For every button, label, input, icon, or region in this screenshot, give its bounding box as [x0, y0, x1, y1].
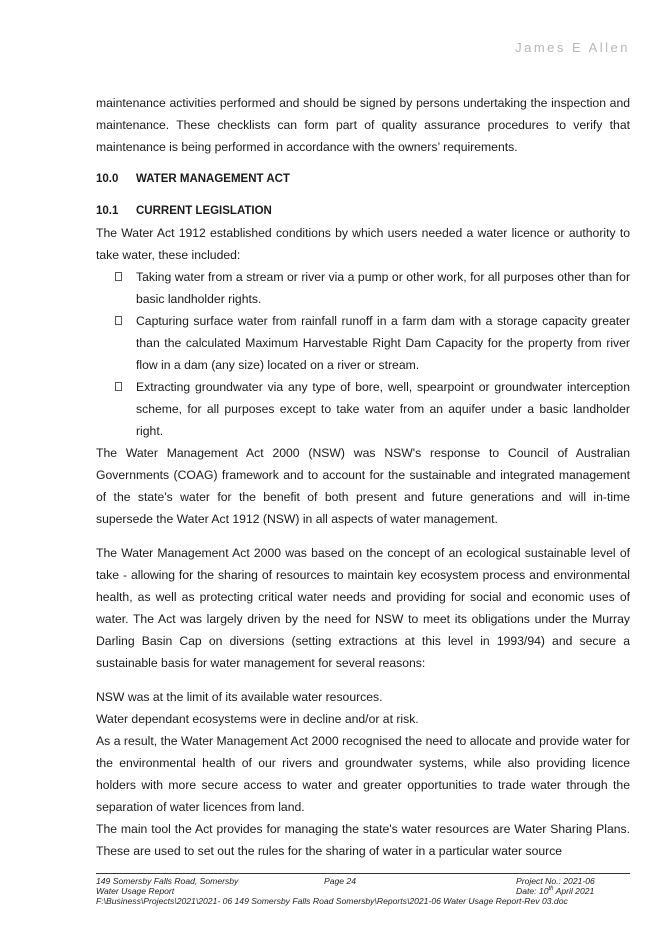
bullet-box-icon [115, 316, 122, 325]
list-item-text: Taking water from a stream or river via a pump or other work, for all purposes other than for basic landholder rights. [136, 270, 630, 306]
main-tool-paragraph: The main tool the Act provides for managing the state's water resources are Water Sharing Plans. These are used to set out the rules for the sharing of water in a particular water source [96, 822, 630, 858]
footer-address: 149 Somersby Falls Road, Somersby [96, 876, 239, 886]
water-act-1912-paragraph: The Water Act 1912 established conditions by which users needed a water licence or authority to take water, these included: [96, 226, 630, 262]
bullet-box-icon [115, 272, 122, 281]
list-item-text: Extracting groundwater via any type of bore, well, spearpoint or groundwater interception scheme, for all purposes except to take water from an aquifer under a basic landholder right. [136, 380, 630, 438]
company-logo: James E Allen [515, 40, 630, 55]
subsection-title: CURRENT LEGISLATION [136, 205, 272, 217]
subsection-number: 10.1 [96, 205, 119, 217]
result-paragraph: As a result, the Water Management Act 2000 recognised the need to allocate and provide water for the environmental health of our rivers and groundwater systems, while also providing licence holders with more secure access to water and greater opportunities to trade water through the separation of water licences from land. [96, 734, 630, 814]
section-heading [96, 168, 630, 190]
page-footer [96, 873, 630, 906]
subsection-heading [96, 200, 630, 222]
wma-2000-response-paragraph: The Water Management Act 2000 (NSW) was NSW's response to Council of Australian Governments (COAG) framework and to account for the sustainable and integrated management of the state's water for the benefit of both present and future generations and will in-time supersede the Water Act 1912 (NSW) in all aspects of water management. [96, 446, 630, 526]
footer-page-number: Page 24 [324, 876, 357, 886]
reason-1: NSW was at the limit of its available water resources. [96, 690, 383, 704]
section-title: WATER MANAGEMENT ACT [136, 173, 290, 185]
bullet-box-icon [115, 382, 122, 391]
section-number: 10.0 [96, 173, 119, 185]
bullet-list [96, 266, 630, 442]
footer-report-name: Water Usage Report [96, 886, 175, 896]
footer-file-path: F:\Business\Projects\2021\2021- 06 149 Somersby Falls Road Somersby\Reports\2021-06 Water Usage Report-Rev 03.doc [96, 896, 568, 906]
footer-project-number: Project No.: 2021-06 [516, 876, 595, 886]
list-item [136, 310, 630, 376]
intro-paragraph: maintenance activities performed and should be signed by persons undertaking the inspection and maintenance. These checklists can form part of quality assurance procedures to verify that maintenance is being performed in accordance with the owners’ requirements. [96, 96, 630, 154]
footer-date: Date: 10th April 2021 [516, 886, 595, 896]
reason-2: Water dependant ecosystems were in decline and/or at risk. [96, 712, 419, 726]
list-item-text: Capturing surface water from rainfall runoff in a farm dam with a storage capacity greater than the calculated Maximum Harvestable Right Dam Capacity for the property from river flow in a dam (any size) located on a river or stream. [136, 314, 630, 372]
wma-2000-basis-paragraph: The Water Management Act 2000 was based on the concept of an ecological sustainable level of take - allowing for the sharing of resources to maintain key ecosystem process and environmental health, as well as protecting critical water needs and providing for social and economic uses of water. The Act was largely driven by the need for NSW to meet its obligations under the Murray Darling Basin Cap on diversions (setting extractions at this level in 1993/94) and secure a sustainable basis for water management for several reasons: [96, 546, 630, 670]
list-item [136, 266, 630, 310]
page-body [96, 92, 630, 862]
list-item [136, 376, 630, 442]
